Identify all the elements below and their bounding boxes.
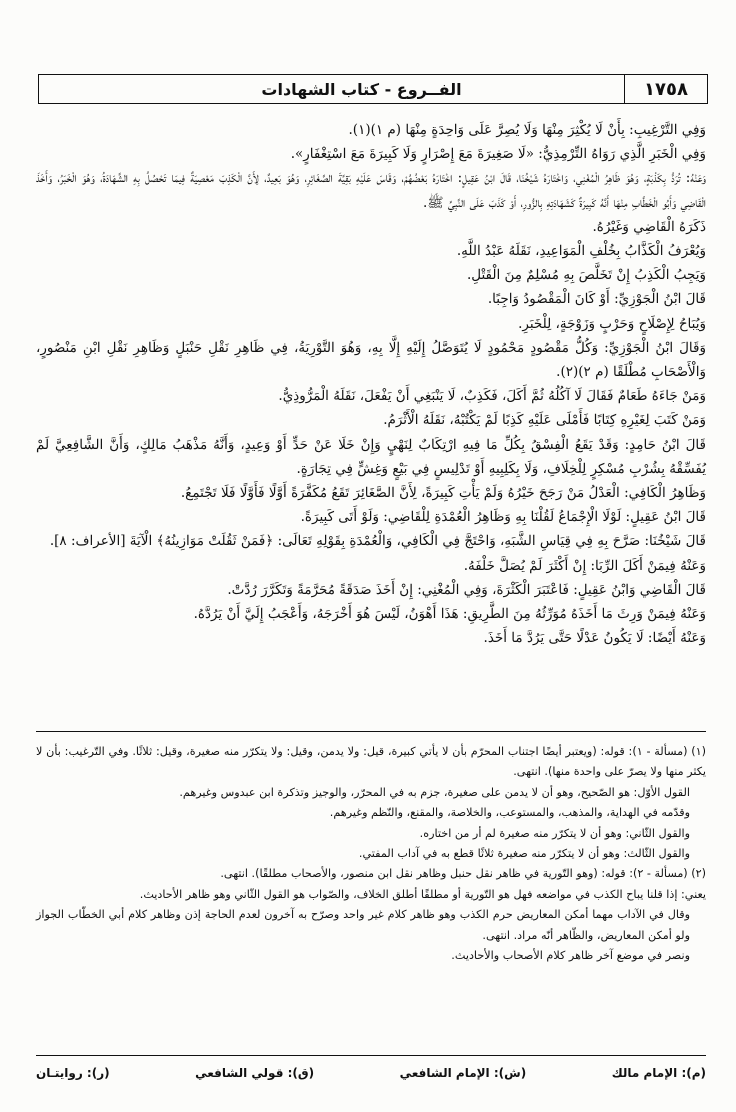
footnote: يعني: إذا قلنا يباح الكذب في مواضعه فهل هو التّورية أو مطلقًا أطلق الخلاف، والصّواب هو القول الثّاني وهو ظاهر الأحاديث. (139, 887, 706, 901)
footnote: ونصر في موضع آخر ظاهر كلام الأصحاب والأحاديث. (451, 949, 690, 963)
footnote: والقول الثّاني: وهو أن لا يتكرّر منه صغيرة لم أر من اختاره. (419, 826, 690, 840)
paragraph: قَالَ الْقَاضِي وَابْنُ عَقِيلٍ: فَاعْتَبَرَ الْكَثْرَةَ، وَفِي الْمُغْنِي: إِنْ أَخَذَ صَدَقَةً مُحَرَّمَةً وَتَكَرَّرَ رُدَّتْ. (227, 581, 706, 598)
running-title: الفــروع - كتاب الشهادات (261, 79, 462, 99)
paragraph: وَظَاهِرُ الْكَافِي: الْعَدْلُ مَنْ رَجَحَ خَيْرُهُ وَلَمْ يَأْتِ كَبِيرَةً، لِأَنَّ الصَّغَائِرَ تَقَعُ مُكَفَّرَةً أَوَّلًا فَأَوَّلًا فَلَا تَجْتَمِعُ. (180, 485, 706, 502)
footnote: وقال في الآداب مهما أمكن المعاريض حرم الكذب وهو ظاهر كلام غير واحد وصرّح به آخرون لعدم الحاجة إذن وظاهر كلام أبي الخطّاب الجواز ولو أمكن المعاريض، والظّاهر أنّه مراد. انتهى. (36, 908, 690, 942)
abbrev-shafii-two: (ق): قولي الشافعي (195, 1066, 315, 1080)
footnote: وقدّمه في الهداية، والمذهب، والمستوعب، والخلاصة، والمقنع، والنّظم وغيرهم. (329, 806, 690, 820)
paragraph: وَيُعْرَفُ الْكَذَّابُ بِخُلْفِ الْمَوَاعِيدِ، نَقَلَهُ عَبْدُ اللَّهِ. (456, 243, 706, 260)
paragraph: قَالَ ابْنُ حَامِدٍ: وَقَدْ يَقَعُ الْفِسْقُ بِكُلِّ مَا فِيهِ ارْتِكَابٌ لِنَهْيٍ وَإِنْ خَلَا عَنْ حَدٍّ أَوْ وَعِيدٍ، وَأَنَّهُ مَذْهَبُ مَالِكٍ، وَأَنَّ الشَّافِعِيَّ لَمْ يُفَسِّقْهُ بِشُرْبِ مُسْكِرٍ لِلْخِلَافِ، وَلَا بِكَلِبِيهِ أَوْ تَدْلِيسٍ فِي بَيْعٍ وَغِشٍّ فِي تِجَارَةٍ. (36, 436, 706, 477)
page-footer (36, 1066, 706, 1080)
paragraph: قَالَ ابْنُ عَقِيلٍ: لَوْلَا الْإِجْمَاعُ لَقُلْنَا بِهِ وَظَاهِرُ الْعُمْدَةِ لِلْقَاضِي: وَلَوْ أَتَى كَبِيرَةً. (300, 509, 706, 526)
paragraph: قَالَ ابْنُ الْجَوْزِيِّ: أَوْ كَانَ الْمَقْصُودُ وَاجِبًا. (487, 291, 706, 308)
footer-rule (36, 1055, 706, 1056)
paragraph: وَعَنْهُ فِيمَنْ وَرِثَ مَا أَخَذَهُ مُوَرِّثُهُ مِنَ الطَّرِيقِ: هَذَا أَهْوَنُ، لَيْسَ هُوَ أَخْرَجَهُ، وَأَعْجَبُ إِلَيَّ أَنْ يَرُدَّهُ. (193, 606, 706, 623)
abbrev-shafii: (ش): الإمام الشافعي (399, 1066, 527, 1080)
paragraph: وَعَنْهُ فِيمَنْ أَكَلَ الرِّبَا: إِنْ أَكْثَرَ لَمْ يُصَلَّ خَلْفَهُ. (463, 557, 706, 574)
paragraph: وَفِي التَّرْغِيبِ: بِأَنْ لَا يُكْثِرَ مِنْهَا وَلَا يُصِرَّ عَلَى وَاحِدَةٍ مِنْهَا (م ١)(١). (348, 122, 706, 138)
paragraph: وَقَالَ ابْنُ الْجَوْزِيِّ: وَكُلُّ مَقْصُودٍ مَحْمُودٍ لَا يُتَوَصَّلُ إِلَيْهِ إِلَّا بِهِ، وَهُوَ التَّوْرِيَةُ، فِي ظَاهِرِ نَقْلِ حَنْبَلٍ وَظَاهِرِ نَقْلِ ابْنِ مَنْصُورٍ، وَالْأَصْحَابِ مُطْلَقًا (م ٢)(٢). (36, 339, 706, 381)
footnote-separator (36, 731, 706, 732)
paragraph: قَالَ شَيْخُنَا: صَرَّحَ بِهِ فِي قِيَاسِ الشَّبَهِ، وَاحْتَجَّ فِي الْكَافِي، وَالْعُمْدَةِ بِقَوْلِهِ تَعَالَى: ﴿فَمَنْ ثَقُلَتْ مَوَازِينُهُ﴾ الْآيَةَ [الأعراف: ٨]. (49, 533, 706, 550)
paragraph: وَيُبَاحُ لِإِصْلَاحٍ وَحَرْبٍ وَزَوْجَةٍ، لِلْخَبَرِ. (518, 315, 706, 332)
footnote: (٢) (مسألة - ٢): قوله: (وهو التّورية في ظاهر نقل حنبل وظاهر نقل ابن منصور، والأصحاب مطلقًا). انتهى. (220, 867, 706, 881)
abbrev-two-narrations: (ر): روايتـان (36, 1066, 110, 1080)
paragraph: وَمَنْ جَاءَهُ طَعَامٌ فَقَالَ لَا آكُلُهُ ثُمَّ أَكَلَ، فَكَذِبٌ، لَا يَنْبَغِي أَنْ يَفْعَلَ، نَقَلَهُ الْمَرُّوذِيُّ. (278, 388, 706, 405)
paragraph: وَمَنْ كَتَبَ لِغَيْرِهِ كِتَابًا فَأَمْلَى عَلَيْهِ كَذِبًا لَمْ يَكْتُبْهُ، نَقَلَهُ الْأَثْرَمُ. (383, 412, 706, 429)
footnote: القول الأوّل: هو الصّحيح، وهو أن لا يدمن على صغيرة، جزم به في المحرّر، والوجيز وتذكرة ابن عبدوس وغيرهم. (179, 785, 690, 799)
paragraph: وَعَنْهُ: تُرَدُّ بِكَذْبَةٍ، وَهُوَ ظَاهِرُ الْمُغْنِي، وَاخْتَارَهُ شَيْخُنَا، قَالَ ابْنُ عَقِيلٍ: اخْتَارَهُ بَعْضُهُمْ، وَقَاسَ عَلَيْهِ بَقِيَّةَ الصَّغَائِرِ، وَهُوَ بَعِيدٌ، لِأَنَّ الْكَذِبَ مَعْصِيَةٌ فِيمَا تَحْصُلُ بِهِ الشَّهَادَةُ، وَهُوَ الْخَبَرُ، وَأَخَذَ الْقَاضِي وَأَبُو الْخَطَّابِ مِنْهَا أَنَّهُ كَبِيرَةٌ كَشَهَادَتِهِ بِالزُّورِ، أَوْ كَذَبَ عَلَى النَّبِيِّ ﷺ. (36, 170, 706, 211)
footnote: (١) (مسألة - ١): قوله: (ويعتبر أيضًا اجتناب المحرّم بأن لا يأتي كبيرة، قيل: ولا يدمن، وقيل: ولا يتكرّر منه صغيرة، وقيل: ثلاثًا. وفي التّرغيب: بأن لا يكثر منها ولا يصرّ على واحدة منها). انتهى. (36, 745, 706, 779)
paragraph: وَعَنْهُ أَيْضًا: لَا يَكُونُ عَدْلًا حَتَّى يَرُدَّ مَا أَخَذَ. (483, 630, 706, 647)
paragraph: وَيَجِبُ الْكَذِبُ إِنْ تَخَلَّصَ بِهِ مُسْلِمٌ مِنَ الْقَتْلِ. (466, 267, 706, 284)
page-number: ١٧٥٨ (624, 75, 707, 103)
page-header (38, 74, 708, 104)
paragraph: وَفِي الْخَبَرِ الَّذِي رَوَاهُ التِّرْمِذِيُّ: «لَا صَغِيرَةَ مَعَ إِصْرَارٍ وَلَا كَبِيرَةَ مَعَ اسْتِغْفَارٍ». (290, 146, 706, 163)
main-text (36, 118, 706, 718)
paragraph: ذَكَرَهُ الْقَاضِي وَغَيْرُهُ. (592, 218, 706, 235)
abbrev-malik: (م): الإمام مالك (611, 1066, 706, 1080)
footnotes (36, 742, 706, 1032)
footnote: والقول الثّالث: وهو أن لا يتكرّر منه صغيرة ثلاثًا قطع به في آداب المفتي. (358, 847, 690, 861)
